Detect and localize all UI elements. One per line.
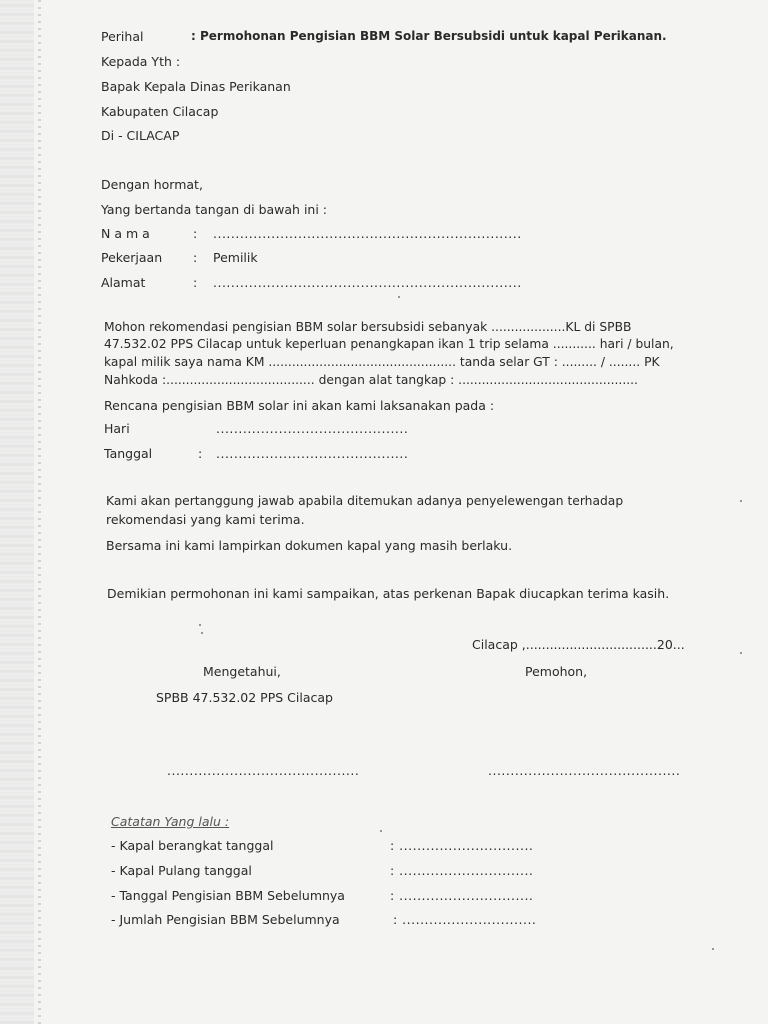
scan-speck (712, 948, 714, 950)
request-line-4: Nahkoda :...................................... dengan alat tangkap : .............................................. (104, 373, 638, 387)
notes-item-label-4: - Jumlah Pengisian BBM Sebelumnya (111, 912, 340, 927)
signature-left-title: Mengetahui, (203, 664, 281, 679)
scan-speck (380, 830, 382, 832)
scan-speck (740, 652, 742, 654)
closing-text: Demikian permohonan ini kami sampaikan, atas perkenan Bapak diucapkan terima kasih. (107, 586, 670, 601)
notes-item-value-2: : .............................. (390, 863, 534, 878)
attachment-text: Bersama ini kami lampirkan dokumen kapal yang masih berlaku. (106, 538, 513, 553)
notes-item-label-3: - Tanggal Pengisian BBM Sebelumnya (111, 888, 345, 903)
perihal-label: Perihal (101, 29, 144, 44)
schedule-hari-label: Hari (104, 421, 130, 436)
signature-left-line: ........................................... (167, 763, 360, 778)
identity-label-alamat: Alamat (101, 275, 146, 290)
scan-speck (199, 624, 201, 626)
scan-edge-artifact-line (38, 0, 41, 1024)
notes-item-value-4: : .............................. (393, 912, 537, 927)
request-line-2: 47.532.02 PPS Cilacap untuk keperluan penangkapan ikan 1 trip selama ........... hari / bulan, (104, 337, 674, 351)
place-date: Cilacap ,.................................20... (472, 637, 685, 652)
scan-edge-artifact (0, 0, 34, 1024)
identity-value-pekerjaan: Pemilik (213, 250, 258, 265)
responsibility-line-1: Kami akan pertanggung jawab apabila ditemukan adanya penyelewengan terhadap (106, 494, 624, 508)
signature-left-org: SPBB 47.532.02 PPS Cilacap (156, 690, 333, 705)
scan-speck (201, 632, 203, 634)
notes-item-label-2: - Kapal Pulang tanggal (111, 863, 252, 878)
identity-colon-pekerjaan: : (193, 250, 198, 265)
identity-colon-nama: : (193, 226, 198, 241)
greeting: Dengan hormat, (101, 177, 203, 192)
identity-label-pekerjaan: Pekerjaan (101, 250, 163, 265)
identity-value-nama: ..................................................................... (213, 226, 522, 241)
perihal-value: : Permohonan Pengisian BBM Solar Bersubsidi untuk kapal Perikanan. (191, 29, 667, 43)
notes-title: Catatan Yang lalu : (111, 814, 230, 829)
addressee-line-1: Bapak Kepala Dinas Perikanan (101, 79, 291, 94)
kepada-label: Kepada Yth : (101, 54, 181, 69)
identity-value-alamat: ..................................................................... (213, 275, 522, 290)
responsibility-line-2: rekomendasi yang kami terima. (106, 512, 305, 527)
request-line-1: Mohon rekomendasi pengisian BBM solar bersubsidi sebanyak ...................KL di SPBB (104, 320, 632, 334)
schedule-hari-value: ........................................... (216, 421, 409, 436)
schedule-tanggal-label: Tanggal (104, 446, 153, 461)
intro-text: Yang bertanda tangan di bawah ini : (101, 202, 328, 217)
schedule-tanggal-value: ........................................... (216, 446, 409, 461)
signature-right-title: Pemohon, (525, 664, 588, 679)
notes-item-value-3: : .............................. (390, 888, 534, 903)
schedule-tanggal-colon: : (198, 446, 203, 461)
notes-item-label-1: - Kapal berangkat tanggal (111, 838, 274, 853)
request-line-3: kapal milik saya nama KM ................................................ tanda selar GT : ......... / ........ PK (104, 355, 660, 369)
identity-colon-alamat: : (193, 275, 198, 290)
identity-label-nama: N a m a (101, 226, 150, 241)
notes-item-value-1: : .............................. (390, 838, 534, 853)
addressee-line-2: Kabupaten Cilacap (101, 104, 219, 119)
addressee-line-3: Di - CILACAP (101, 128, 180, 143)
scan-speck (740, 500, 742, 502)
signature-right-line: ........................................... (488, 763, 681, 778)
schedule-intro: Rencana pengisian BBM solar ini akan kami laksanakan pada : (104, 398, 495, 413)
scan-speck (398, 296, 400, 298)
